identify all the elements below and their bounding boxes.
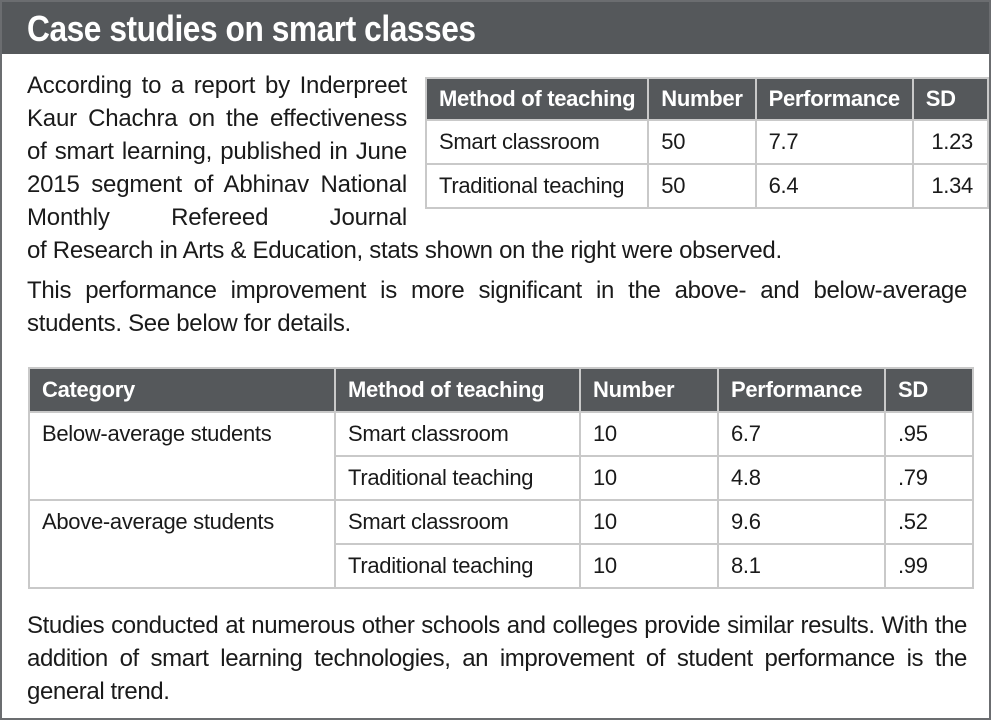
improvement-paragraph: This performance improvement is more significant in the above- and below-average students. See below for details. [27,277,967,337]
summary-table-header-row [426,78,988,120]
table-row [426,164,988,208]
header-sd: SD [885,368,973,412]
cell-performance: 4.8 [718,456,885,500]
cell-performance: 8.1 [718,544,885,588]
cell-performance: 6.4 [756,164,913,208]
cell-performance: 9.6 [718,500,885,544]
cell-method: Traditional teaching [335,544,580,588]
header-performance: Performance [718,368,885,412]
cell-method: Smart classroom [335,500,580,544]
table-row [426,120,988,164]
intro-continuation: of Research in Arts & Education, stats shown on the right were observed. [27,237,782,264]
table-row [29,500,973,544]
cell-sd: .52 [885,500,973,544]
cell-number: 10 [580,456,718,500]
cell-performance: 6.7 [718,412,885,456]
header-category: Category [29,368,335,412]
cell-number: 10 [580,412,718,456]
detail-table-header-row [29,368,973,412]
cell-number: 10 [580,544,718,588]
detail-table [28,367,974,589]
cell-sd: .79 [885,456,973,500]
title-bar [2,2,989,54]
cell-method: Traditional teaching [426,164,648,208]
cell-sd: .99 [885,544,973,588]
cell-number: 10 [580,500,718,544]
summary-table [425,77,989,209]
header-performance: Performance [756,78,913,120]
cell-category: Above-average students [29,500,335,588]
cell-sd: 1.34 [913,164,988,208]
cell-number: 50 [648,120,755,164]
intro-paragraph: According to a report by Inderpreet Kaur Chachra on the effectiveness of smart learning, published in June 2015 segment of Abhinav National Monthly Refereed Journal [27,72,407,231]
conclusion-paragraph: Studies conducted at numerous other schools and colleges provide similar results. With the addition of smart learning technologies, an improvement of student performance is the general trend. [27,612,967,705]
header-number: Number [648,78,755,120]
table-row [29,412,973,456]
header-method: Method of teaching [426,78,648,120]
panel-title: Case studies on smart classes [27,8,476,49]
cell-method: Smart classroom [426,120,648,164]
cell-sd: 1.23 [913,120,988,164]
cell-method: Traditional teaching [335,456,580,500]
header-number: Number [580,368,718,412]
cell-sd: .95 [885,412,973,456]
header-method: Method of teaching [335,368,580,412]
cell-method: Smart classroom [335,412,580,456]
cell-category: Below-average students [29,412,335,500]
cell-number: 50 [648,164,755,208]
cell-performance: 7.7 [756,120,913,164]
header-sd: SD [913,78,988,120]
